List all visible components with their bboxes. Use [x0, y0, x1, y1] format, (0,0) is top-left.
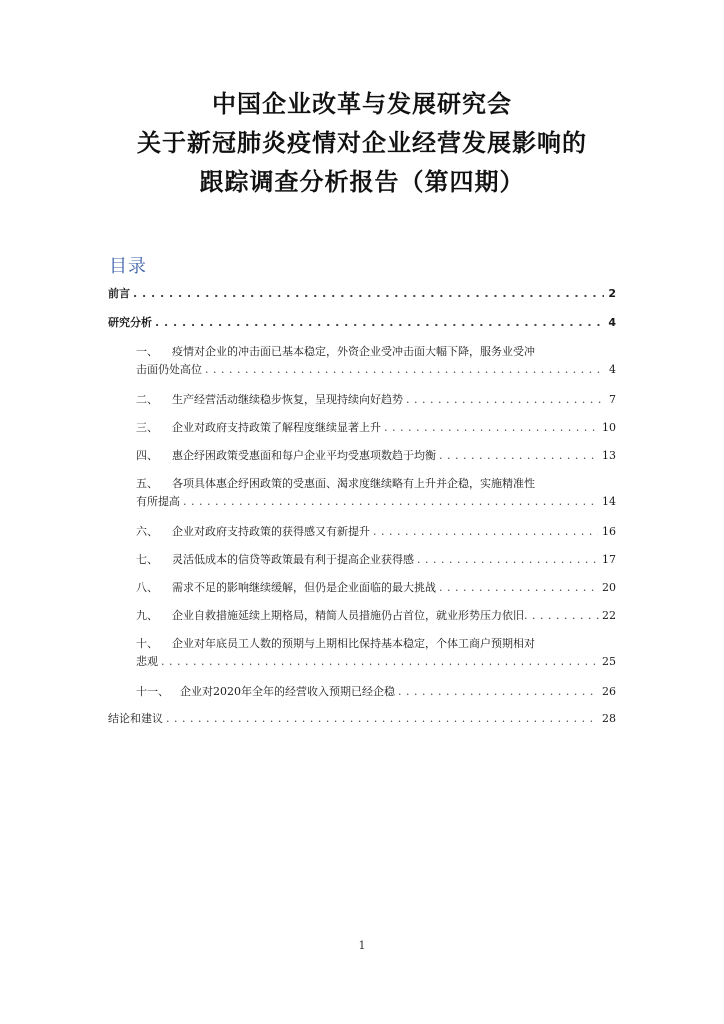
toc-entry-number: 三、	[136, 421, 158, 434]
toc-entry-text: 企业自救措施延续上期格局，精简人员措施仍占首位，就业形势压力依旧	[172, 609, 524, 622]
toc-page-number: 4	[608, 316, 616, 329]
toc-entry-2[interactable]	[108, 391, 616, 409]
toc-entry-5[interactable]	[108, 475, 616, 511]
toc-entry-text: 企业对政府支持政策了解程度继续显著上升	[172, 421, 381, 434]
toc-entry-text: 企业对政府支持政策的获得感又有新提升	[172, 525, 370, 538]
toc-page-number: 17	[602, 553, 616, 566]
toc-entry-text: 前言	[108, 287, 130, 300]
toc-page-number: 7	[609, 393, 616, 406]
toc-entry-number: 八、	[136, 581, 158, 594]
toc-page-number: 4	[609, 363, 616, 376]
toc-entry-text-cont: 悲观	[136, 655, 158, 668]
toc-entry-text: 灵活低成本的信贷等政策最有利于提高企业获得感	[172, 553, 414, 566]
toc-page-number: 14	[602, 495, 616, 508]
toc-entry-text-cont: 击面仍处高位	[136, 363, 202, 376]
toc-entry-4[interactable]	[108, 447, 616, 465]
toc-entry-7[interactable]	[108, 551, 616, 569]
toc-page-number: 10	[602, 421, 616, 434]
toc-page-number: 28	[602, 712, 616, 725]
toc-entry-text-cont: 有所提高	[136, 495, 180, 508]
toc-entry-text: 生产经营活动继续稳步恢复，呈现持续向好趋势	[172, 393, 403, 406]
page-number-footer: 1	[358, 939, 366, 952]
toc-entry-3[interactable]	[108, 419, 616, 437]
toc-entry-number: 二、	[136, 393, 158, 406]
toc-entry-number: 四、	[136, 449, 158, 462]
toc-entry-preface[interactable]	[108, 285, 616, 303]
toc-entry-text: 研究分析	[108, 316, 152, 329]
toc-page-number: 16	[602, 525, 616, 538]
toc-entry-research-analysis[interactable]	[108, 314, 616, 332]
toc-entry-9[interactable]	[108, 607, 616, 625]
toc-entry-1[interactable]	[108, 343, 616, 379]
toc-entry-text: 结论和建议	[108, 712, 163, 725]
report-title-line-3: 跟踪调查分析报告（第四期）	[199, 168, 525, 196]
toc-page-number: 26	[602, 685, 616, 698]
toc-entry-text: 惠企纾困政策受惠面和每户企业平均受惠项数趋于均衡	[172, 449, 436, 462]
toc-entry-6[interactable]	[108, 523, 616, 541]
toc-entry-text: 企业对2020年全年的经营收入预期已经企稳	[180, 685, 395, 698]
report-title-line-2: 关于新冠肺炎疫情对企业经营发展影响的	[137, 129, 587, 157]
toc-page-number: 20	[602, 581, 616, 594]
toc-entry-text: 疫情对企业的冲击面已基本稳定，外资企业受冲击面大幅下降，服务业受冲	[172, 345, 535, 358]
toc-entry-10[interactable]	[108, 635, 616, 671]
toc-entry-text: 各项具体惠企纾困政策的受惠面、渴求度继续略有上升并企稳，实施精准性	[172, 477, 535, 490]
toc-entry-number: 五、	[136, 477, 158, 490]
toc-page-number: 25	[602, 655, 616, 668]
toc-page-number: 2	[608, 287, 616, 300]
toc-entry-number: 十一、	[136, 685, 169, 698]
toc-entry-text: 需求不足的影响继续缓解，但仍是企业面临的最大挑战	[172, 581, 436, 594]
toc-page-number: 22	[602, 609, 616, 622]
toc-heading: 目录	[109, 256, 147, 277]
report-title-line-1: 中国企业改革与发展研究会	[212, 90, 512, 118]
toc-entry-conclusions[interactable]	[108, 710, 616, 728]
toc-entry-number: 一、	[136, 345, 158, 358]
toc-page-number: 13	[602, 449, 616, 462]
toc-entry-8[interactable]	[108, 579, 616, 597]
toc-entry-number: 九、	[136, 609, 158, 622]
toc-entry-11[interactable]	[108, 683, 616, 701]
toc-entry-number: 六、	[136, 525, 158, 538]
toc-entry-text: 企业对年底员工人数的预期与上期相比保持基本稳定，个体工商户预期相对	[172, 637, 535, 650]
toc-entry-number: 十、	[136, 637, 158, 650]
toc-entry-number: 七、	[136, 553, 158, 566]
